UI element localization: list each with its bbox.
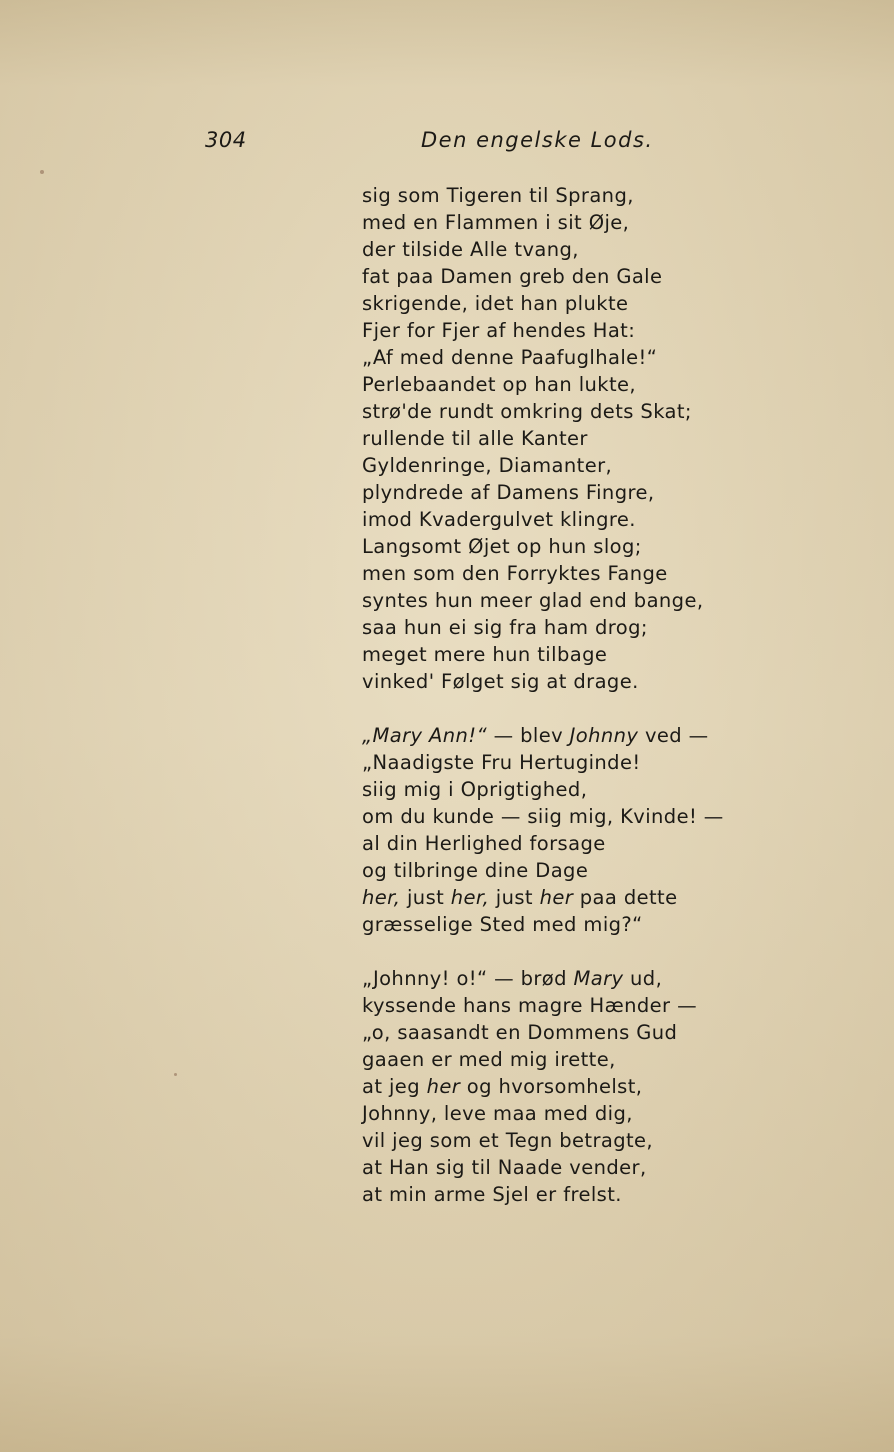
poem-line	[362, 830, 782, 857]
poem-line	[362, 290, 782, 317]
poem-line	[362, 776, 782, 803]
line-text: syntes hun meer glad end bange,	[362, 589, 704, 612]
poem-text	[362, 182, 782, 1235]
line-text: rullende til alle Kanter	[362, 427, 588, 450]
line-text: men som den Forryktes Fange	[362, 562, 668, 585]
poem-line	[362, 965, 782, 992]
line-text: fat paa Damen greb den Gale	[362, 265, 663, 288]
line-text: „o, saasandt en Dommens Gud	[362, 1021, 678, 1044]
paper-spot	[174, 1073, 177, 1076]
italic-text: her	[539, 886, 574, 909]
poem-line	[362, 857, 782, 884]
italic-text: „Mary Ann!“	[362, 724, 488, 747]
poem-line	[362, 425, 782, 452]
poem-line	[362, 1100, 782, 1127]
line-text: kyssende hans magre Hænder —	[362, 994, 697, 1017]
poem-line	[362, 371, 782, 398]
poem-line	[362, 1127, 782, 1154]
poem-line	[362, 1073, 782, 1100]
italic-text: her,	[450, 886, 490, 909]
poem-line	[362, 1046, 782, 1073]
line-text: paa dette	[573, 886, 678, 909]
line-text: og tilbringe dine Dage	[362, 859, 589, 882]
line-text: skrigende, idet han plukte	[362, 292, 629, 315]
poem-line	[362, 506, 782, 533]
poem-line	[362, 1154, 782, 1181]
poem-line	[362, 479, 782, 506]
poem-line	[362, 560, 782, 587]
line-text: „Af med denne Paafuglhale!“	[362, 346, 658, 369]
line-text: Perlebaandet op han lukte,	[362, 373, 637, 396]
stanza	[362, 965, 782, 1208]
poem-line	[362, 398, 782, 425]
poem-line	[362, 722, 782, 749]
poem-line	[362, 668, 782, 695]
paper-spot	[40, 170, 44, 174]
line-text: — blev	[487, 724, 570, 747]
line-text: græsselige Sted med mig?“	[362, 913, 643, 936]
line-text: ud,	[623, 967, 663, 990]
line-text: der tilside Alle tvang,	[362, 238, 579, 261]
poem-line	[362, 1181, 782, 1208]
line-text: at Han sig til Naade vender,	[362, 1156, 647, 1179]
poem-line	[362, 182, 782, 209]
line-text: om du kunde — siig mig, Kvinde! —	[362, 805, 724, 828]
poem-line	[362, 614, 782, 641]
line-text: sig som Tigeren til Sprang,	[362, 184, 634, 207]
line-text: Fjer for Fjer af hendes Hat:	[362, 319, 636, 342]
line-text: plyndrede af Damens Fingre,	[362, 481, 655, 504]
line-text: vil jeg som et Tegn betragte,	[362, 1129, 654, 1152]
poem-line	[362, 587, 782, 614]
poem-line	[362, 641, 782, 668]
italic-text: Mary	[573, 967, 624, 990]
line-text: Gyldenringe, Diamanter,	[362, 454, 613, 477]
line-text: at jeg	[362, 1075, 427, 1098]
line-text: saa hun ei sig fra ham drog;	[362, 616, 648, 639]
page-header	[0, 128, 894, 158]
line-text: ved —	[638, 724, 709, 747]
italic-text: Johnny	[569, 724, 639, 747]
line-text: just	[400, 886, 451, 909]
poem-line	[362, 317, 782, 344]
poem-line	[362, 533, 782, 560]
line-text: „Naadigste Fru Hertuginde!	[362, 751, 641, 774]
poem-line	[362, 803, 782, 830]
line-text: Langsomt Øjet op hun slog;	[362, 535, 642, 558]
poem-line	[362, 209, 782, 236]
line-text: gaaen er med mig irette,	[362, 1048, 616, 1071]
poem-line	[362, 236, 782, 263]
poem-line	[362, 992, 782, 1019]
line-text: meget mere hun tilbage	[362, 643, 608, 666]
line-text: Johnny, leve maa med dig,	[362, 1102, 633, 1125]
stanza	[362, 722, 782, 938]
stanza	[362, 182, 782, 695]
line-text: vinked' Følget sig at drage.	[362, 670, 639, 693]
line-text: siig mig i Oprigtighed,	[362, 778, 588, 801]
line-text: strø'de rundt omkring dets Skat;	[362, 400, 692, 423]
line-text: at min arme Sjel er frelst.	[362, 1183, 622, 1206]
poem-line	[362, 911, 782, 938]
line-text: imod Kvadergulvet klingre.	[362, 508, 636, 531]
line-text: og hvorsomhelst,	[460, 1075, 643, 1098]
poem-line	[362, 344, 782, 371]
line-text: med en Flammen i sit Øje,	[362, 211, 630, 234]
italic-text: her,	[362, 886, 401, 909]
line-text: „Johnny! o!“ — brød	[362, 967, 574, 990]
poem-line	[362, 884, 782, 911]
poem-line	[362, 749, 782, 776]
page-number: 304	[205, 128, 247, 152]
poem-line	[362, 452, 782, 479]
line-text: just	[489, 886, 540, 909]
italic-text: her	[426, 1075, 461, 1098]
poem-line	[362, 263, 782, 290]
poem-line	[362, 1019, 782, 1046]
running-title: Den engelske Lods.	[421, 128, 654, 152]
line-text: al din Herlighed forsage	[362, 832, 606, 855]
